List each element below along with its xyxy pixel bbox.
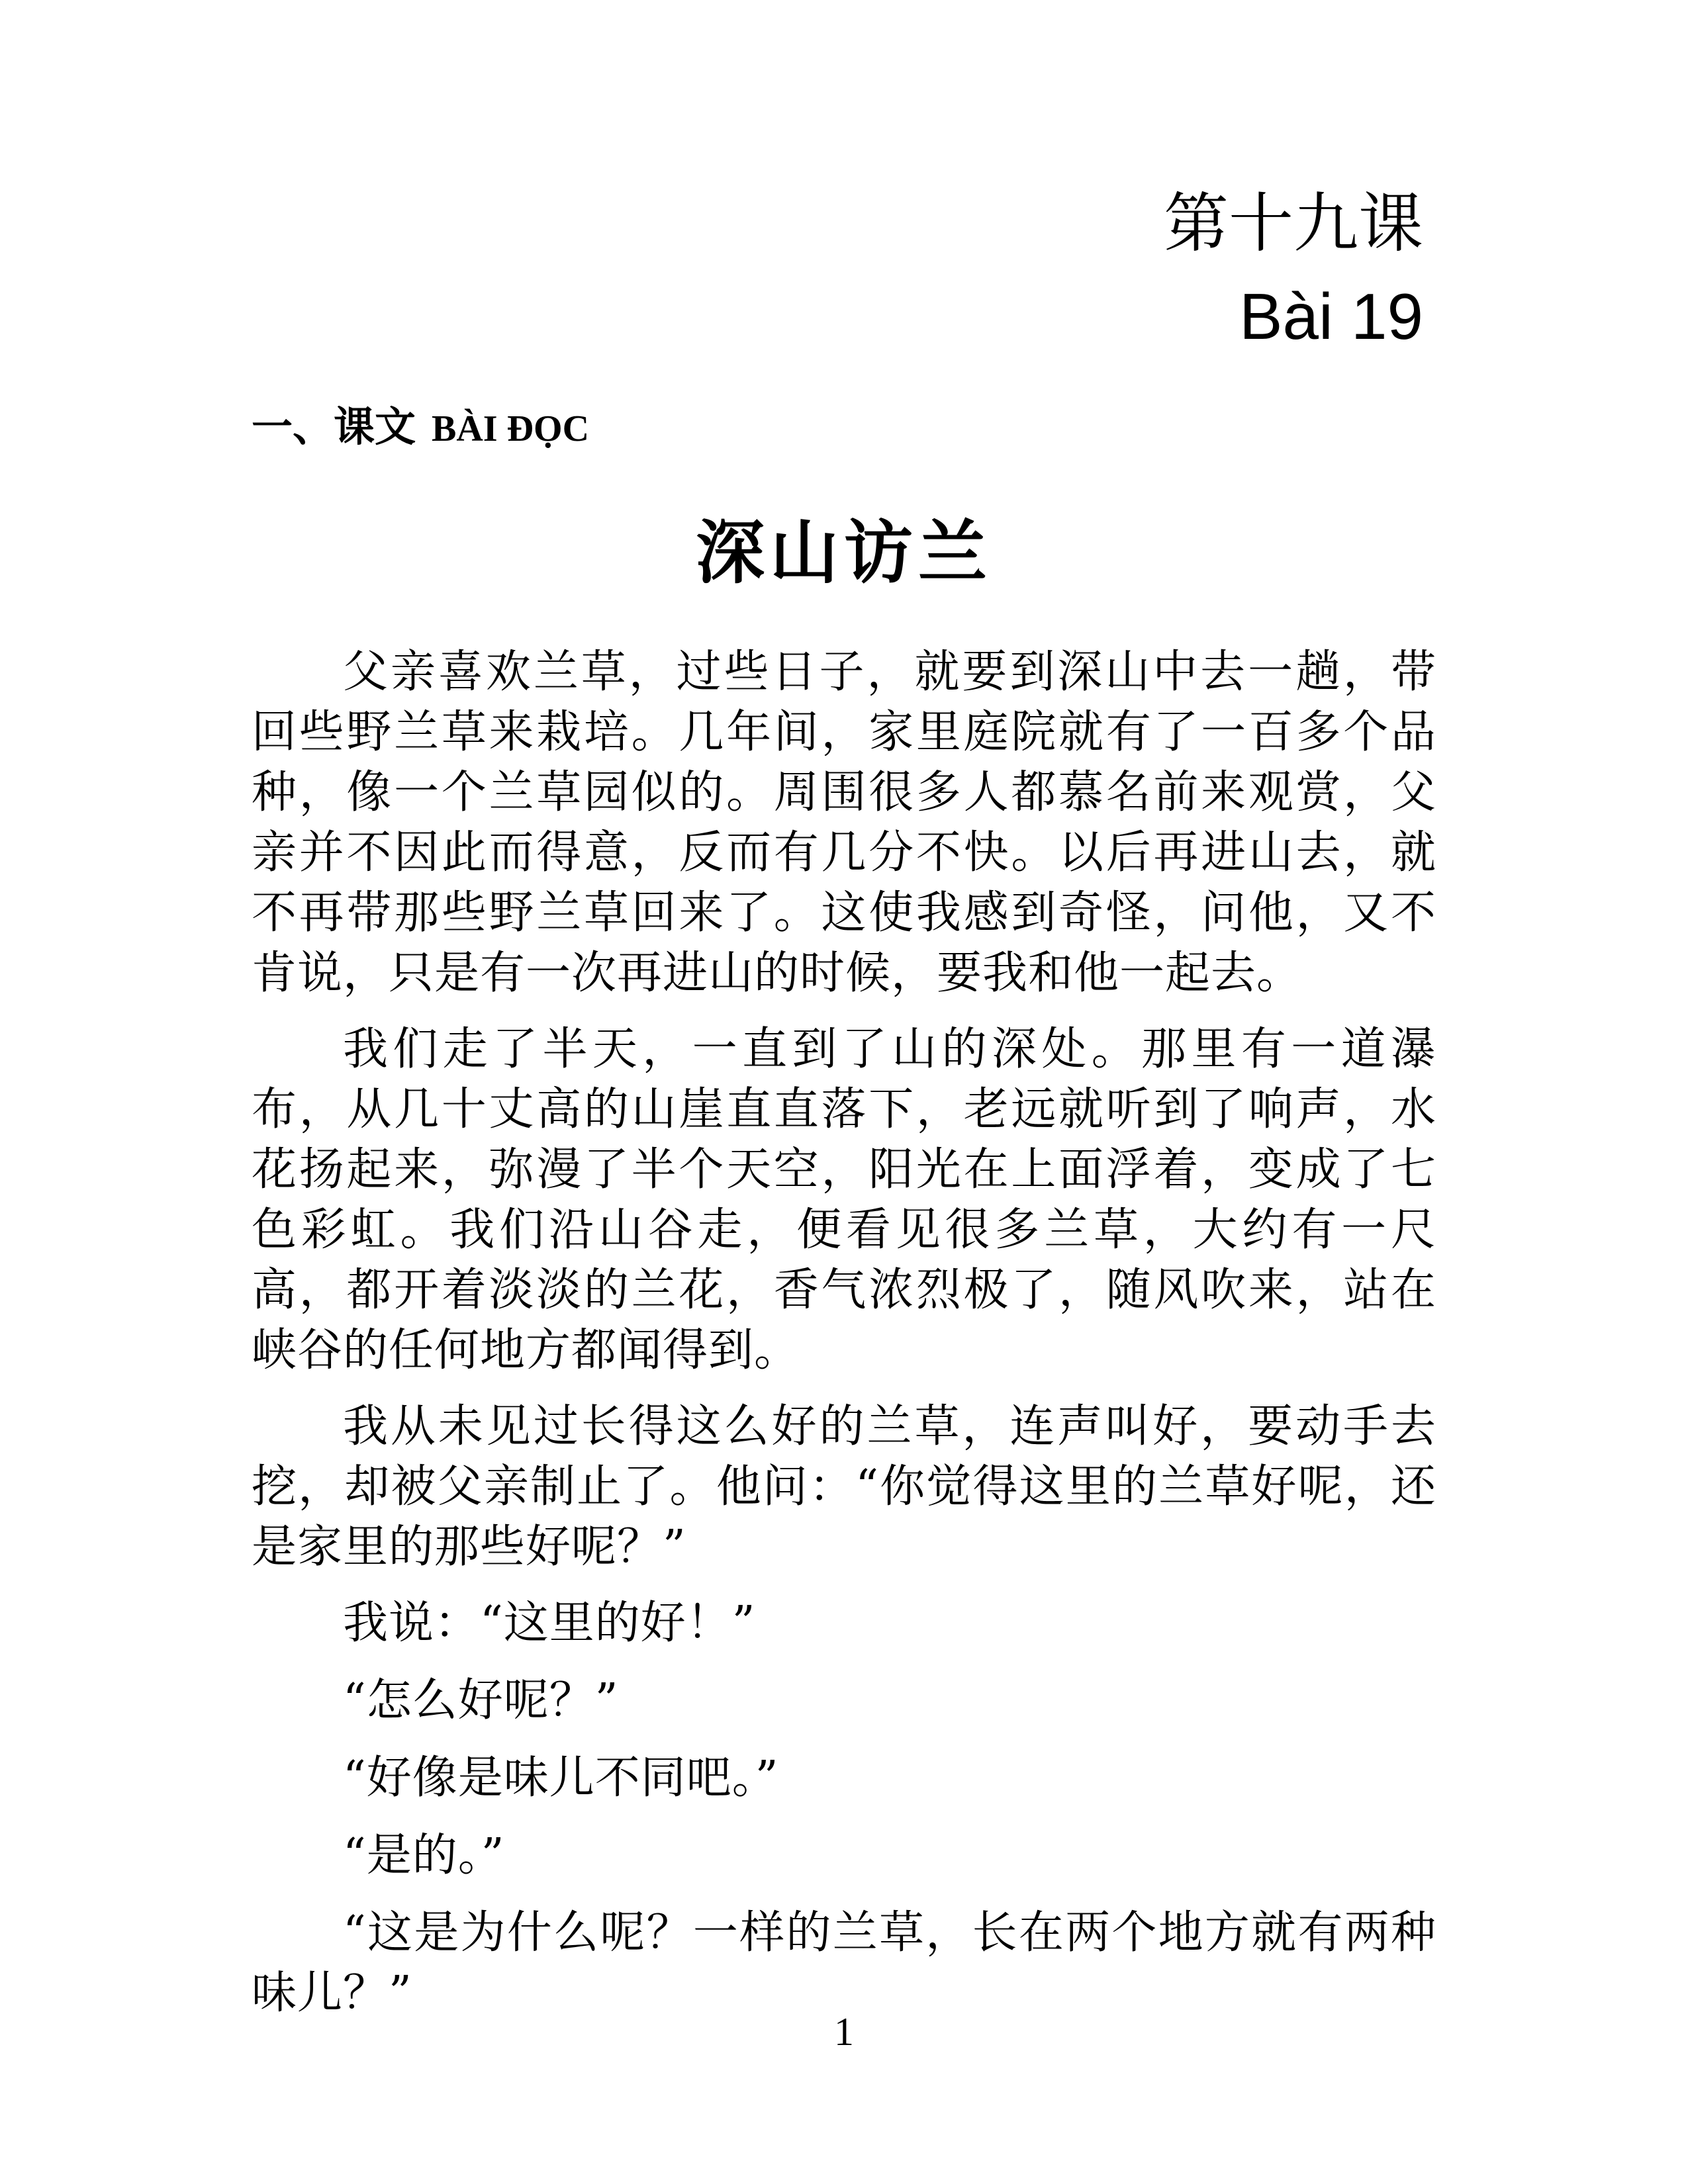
article-title: 深山访兰 xyxy=(695,512,992,593)
dialog-line-1: 我说：“这里的好！” xyxy=(343,1597,756,1649)
article-body xyxy=(252,642,1436,2040)
page-number: 1 xyxy=(834,2010,854,2054)
lesson-number-chinese: 第十九课 xyxy=(1163,186,1423,261)
paragraph-3: 我从未见过长得这么好的兰草，连声叫好，要动手去挖，却被父亲制止了。他问：“你觉得这里的兰草好呢，还是家里的那些好呢？” xyxy=(252,1400,1436,1573)
section-heading xyxy=(252,397,589,459)
dialog-line-3: “好像是味儿不同吧。” xyxy=(343,1752,779,1804)
section-label-vietnamese: BÀI ĐỌC xyxy=(432,408,590,449)
paragraph-2: 我们走了半天，一直到了山的深处。那里有一道瀑布，从几十丈高的山崖直直落下，老远就听到了响声，水花扬起来，弥漫了半个天空，阳光在上面浮着，变成了七色彩虹。我们沿山谷走，便看见很多兰草，大约有一尺高，都开着淡淡的兰花，香气浓烈极了，随风吹来，站在峡谷的任何地方都闻得到。 xyxy=(252,1023,1436,1377)
dialog-line-5: “这是为什么呢？一样的兰草，长在两个地方就有两种味儿？” xyxy=(252,1907,1436,2019)
section-label-chinese: 一、课文 xyxy=(252,402,416,451)
dialog-line-4: “是的。” xyxy=(343,1829,505,1882)
lesson-number-vietnamese: Bài 19 xyxy=(1239,280,1423,353)
paragraph-1: 父亲喜欢兰草，过些日子，就要到深山中去一趟，带回些野兰草来栽培。几年间，家里庭院就有了一百多个品种，像一个兰草园似的。周围很多人都慕名前来观赏，父亲并不因此而得意，反而有几分不快。以后再进山去，就不再带那些野兰草回来了。这使我感到奇怪，问他，又不肯说，只是有一次再进山的时候，要我和他一起去。 xyxy=(252,646,1436,999)
dialog-line-2: “怎么好呢？” xyxy=(343,1674,619,1727)
